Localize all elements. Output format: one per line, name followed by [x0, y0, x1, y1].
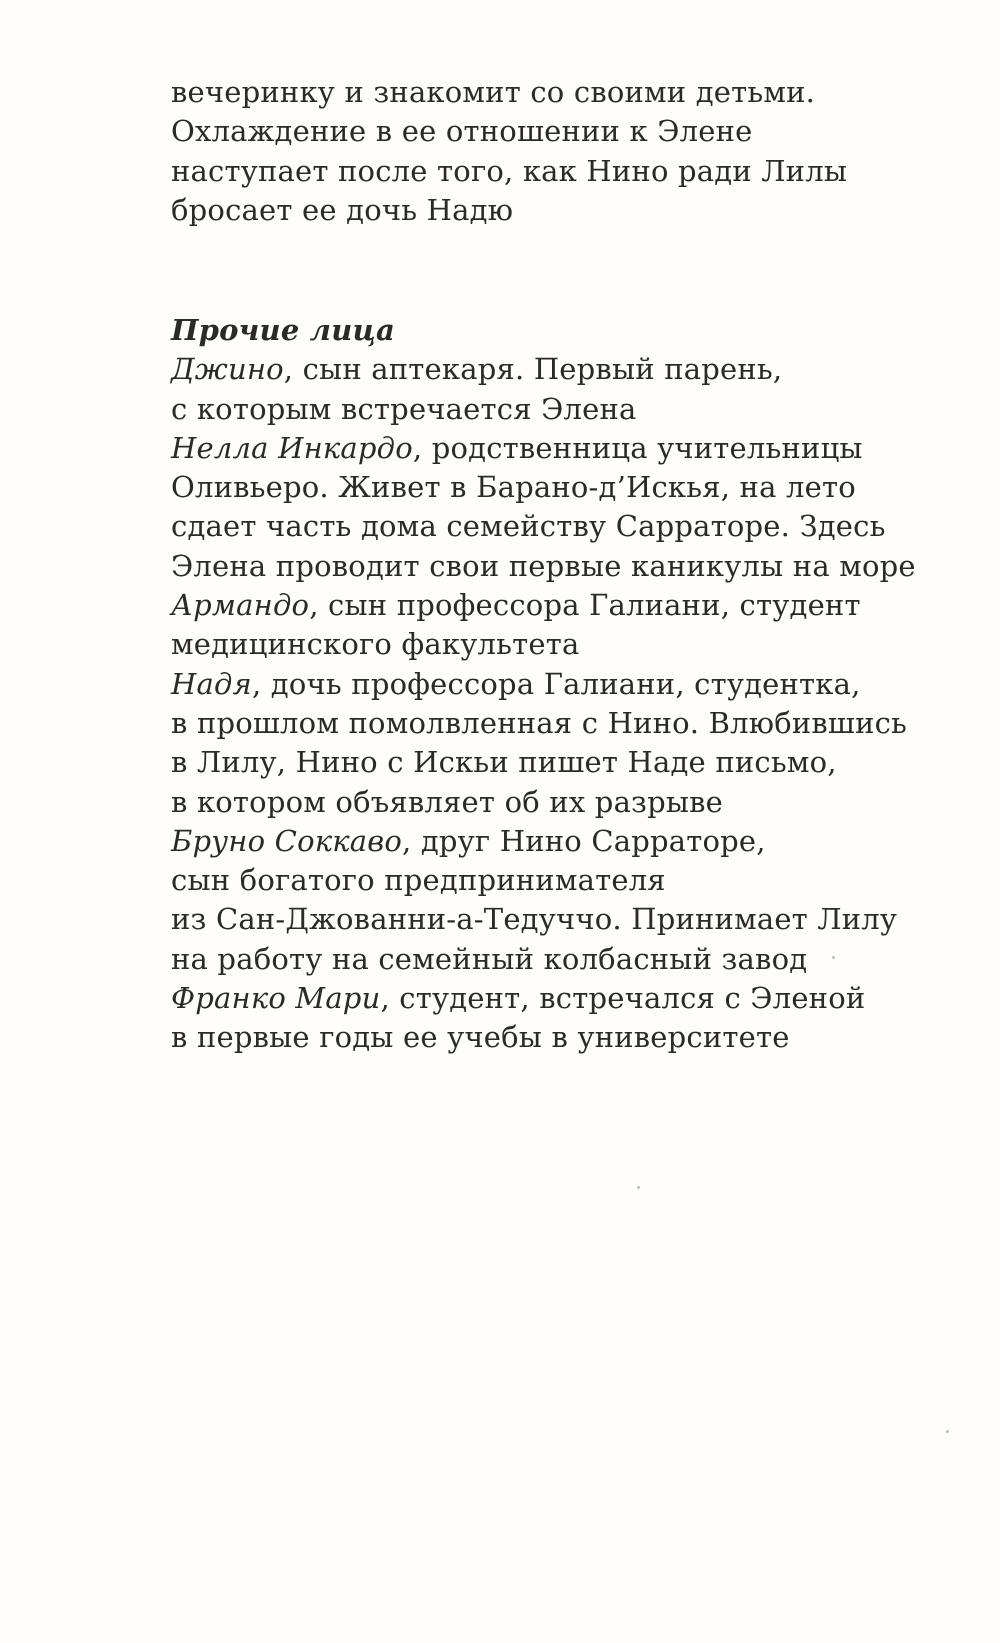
character-name: Бруно Соккаво	[171, 823, 402, 858]
intro-line: Охлаждение в ее отношении к Элене	[171, 114, 753, 149]
intro-line: бросает ее дочь Надю	[171, 192, 514, 227]
character-entry-nadia	[171, 665, 951, 822]
character-entry-franco	[171, 979, 951, 1058]
other-characters-section	[171, 311, 951, 1058]
character-description-line: на работу на семейный колбасный завод	[171, 941, 808, 976]
character-description-line: медицинского факультета	[171, 627, 580, 662]
character-description: , сын профессора Галиани, студент	[309, 588, 861, 623]
character-description: , студент, встречался с Эленой	[380, 981, 866, 1016]
paper-speck	[946, 1430, 949, 1433]
character-description: , друг Нино Сарраторе,	[402, 823, 766, 858]
character-description-line: сдает часть дома семейству Сарраторе. Здесь	[171, 509, 886, 544]
character-name: Джино	[171, 352, 284, 387]
character-description-line: в Лилу, Нино с Искьи пишет Наде письмо,	[171, 745, 837, 780]
character-description-line: из Сан-Джованни-а-Тедуччо. Принимает Лилу	[171, 902, 898, 937]
character-description-line: с которым встречается Элена	[171, 391, 637, 426]
intro-paragraph	[171, 73, 951, 230]
paper-speck	[637, 1186, 640, 1189]
character-description-line: в прошлом помолвленная с Нино. Влюбившись	[171, 705, 908, 740]
character-name: Надя	[171, 666, 252, 701]
character-description-line: Оливьеро. Живет в Барано-д’Искья, на лето	[171, 470, 856, 505]
character-entry-nella	[171, 429, 951, 586]
character-description-line: сын богатого предпринимателя	[171, 863, 666, 898]
character-name: Нелла Инкардо	[171, 430, 413, 465]
intro-line: наступает после того, как Нино ради Лилы	[171, 153, 848, 188]
character-description: , сын аптекаря. Первый парень,	[283, 352, 783, 387]
character-description-line: в первые годы ее учебы в университете	[171, 1020, 790, 1055]
character-name: Франко Мари	[171, 981, 381, 1016]
character-entry-armando	[171, 586, 951, 665]
character-description: , родственница учительницы	[412, 430, 863, 465]
character-description-line: в котором объявляет об их разрыве	[171, 784, 724, 819]
character-description-line: Элена проводит свои первые каникулы на море	[171, 548, 916, 583]
character-description: , дочь профессора Галиани, студентка,	[251, 666, 861, 701]
paper-speck	[832, 956, 835, 959]
character-entry-gino	[171, 350, 951, 429]
intro-line: вечеринку и знакомит со своими детьми.	[171, 75, 816, 109]
section-heading: Прочие лица	[171, 313, 395, 347]
character-name: Армандо	[171, 588, 310, 623]
